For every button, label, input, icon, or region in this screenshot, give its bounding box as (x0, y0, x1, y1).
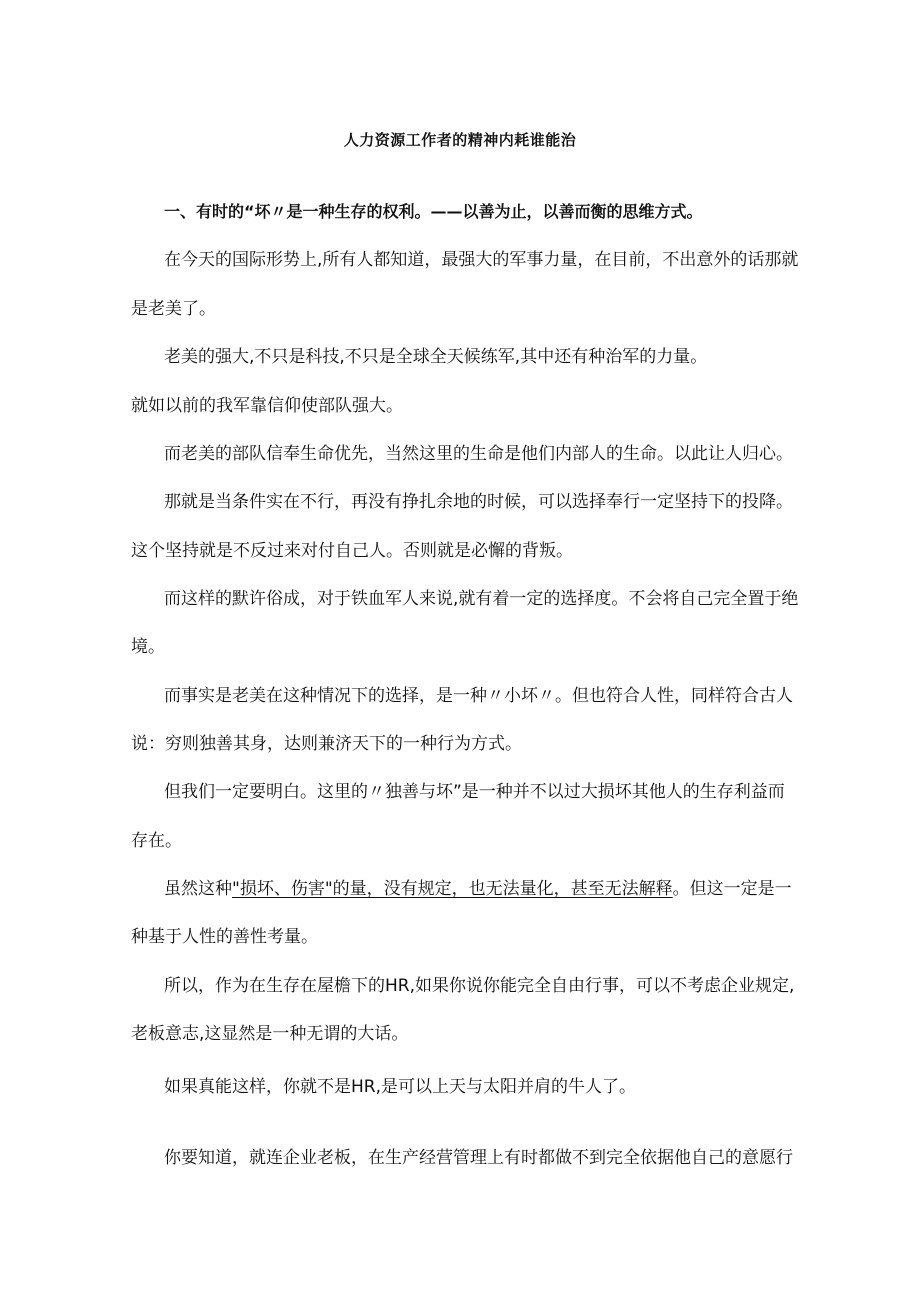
paragraph-line: 老板意志,这显然是一种无谓的大话。 (131, 1024, 409, 1044)
paragraph-line: 就如以前的我军靠信仰使部队强大。 (131, 396, 403, 416)
paragraph-line: 而这样的默许俗成，对于铁血军人来说,就有着一定的选择度。不会将自己完全置于绝 (164, 589, 799, 609)
text-run: 虽然这种 (164, 879, 232, 899)
document-title: 人力资源工作者的精神内耗谁能治 (343, 131, 577, 149)
paragraph-line: 在今天的国际形势上,所有人都知道，最强大的军事力量，在目前，不出意外的话那就 (164, 250, 799, 270)
paragraph-line: 说：穷则独善其身，达则兼济天下的一种行为方式。 (131, 734, 522, 754)
paragraph-line (164, 876, 792, 902)
paragraph-line: 老美的强大,不只是科技,不只是全球全天候练军,其中还有种治军的力量。 (164, 347, 708, 367)
paragraph-line: 存在。 (131, 831, 182, 851)
paragraph-line: 而老美的部队信奉生命优先，当然这里的生命是他们内部人的生命。以此让人归心。 (164, 444, 793, 464)
underlined-text: "损坏、伤害"的量，没有规定，也无法量化，甚至无法解释 (232, 879, 673, 899)
text-run: 。但这一定是一 (672, 879, 792, 899)
paragraph-line: 你要知道，就连企业老板，在生产经营管理上有时都做不到完全依据他自己的意愿行 (164, 1148, 793, 1168)
section-heading: 一、有时的“坏〃是一种生存的权利。——以善为止，以善而衡的思维方式。 (164, 202, 703, 221)
paragraph-line: 境。 (131, 637, 165, 657)
paragraph-line: 但我们一定要明白。这里的〃独善与坏”是一种并不以过大损坏其他人的生存利益而 (164, 782, 785, 802)
paragraph-line: 这个坚持就是不反过来对付自己人。否则就是必懈的背叛。 (131, 541, 573, 561)
paragraph-line: 是老美了。 (131, 299, 216, 319)
paragraph-line: 而事实是老美在这种情况下的选择，是一种〃小坏〃。但也符合人性，同样符合古人 (164, 686, 793, 706)
paragraph-line: 那就是当条件实在不行，再没有挣扎余地的时候，可以选择奉行一定坚持下的投降。 (164, 492, 793, 512)
paragraph-line: 如果真能这样，你就不是HR,是可以上天与太阳并肩的牛人了。 (164, 1077, 636, 1097)
paragraph-line: 所以，作为在生存在屋檐下的HR,如果你说你能完全自由行事，可以不考虑企业规定, (164, 976, 795, 996)
paragraph-line: 种基于人性的善性考量。 (131, 927, 318, 947)
